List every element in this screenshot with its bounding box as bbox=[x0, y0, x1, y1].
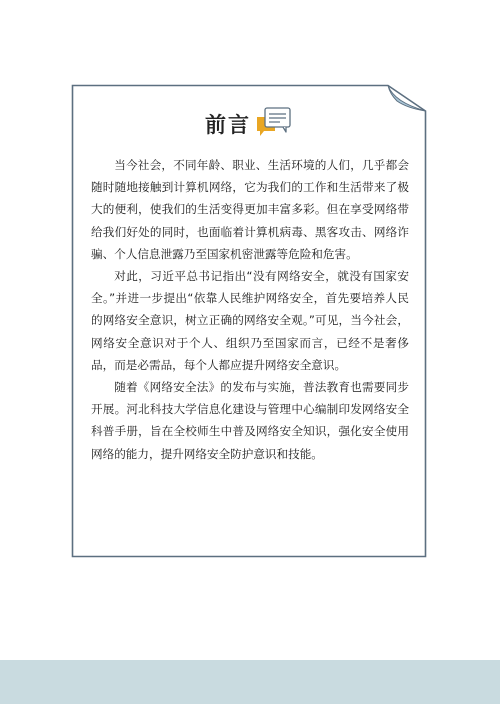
header bbox=[71, 104, 427, 144]
footer-band bbox=[0, 660, 500, 704]
chat-bubbles-icon bbox=[255, 105, 293, 139]
paragraph-1: 当今社会，不同年龄、职业、生活环境的人们，几乎都会随时随地接触到计算机网络，它为我们的工作和生活带来了极大的便利，使我们的生活变得更加丰富多彩。但在享受网络带给我们好处的同时，也面临着计算机病毒、黑客攻击、网络诈骗、个人信息泄露乃至国家机密泄露等危险和危害。 bbox=[91, 158, 409, 261]
paragraph-3: 随着《网络安全法》的发布与实施，普法教育也需要同步开展。河北科技大学信息化建设与管理中心编制印发网络安全科普手册，旨在全校师生中普及网络安全知识，强化安全使用网络的能力，提升网络安全防护意识和技能。 bbox=[91, 380, 409, 461]
paragraph-2: 对此，习近平总书记指出“没有网络安全，就没有国家安全。”并进一步提出“依靠人民维护网络安全，首先要培养人民的网络安全意识，树立正确的网络安全观。”可见，当今社会，网络安全意识对于个人、组织乃至国家而言，已经不是奢侈品，而是必需品，每个人都应提升网络安全意识。 bbox=[91, 269, 409, 372]
page-title: 前言 bbox=[205, 113, 251, 137]
preface-body bbox=[91, 154, 409, 465]
preface-card bbox=[71, 84, 427, 558]
